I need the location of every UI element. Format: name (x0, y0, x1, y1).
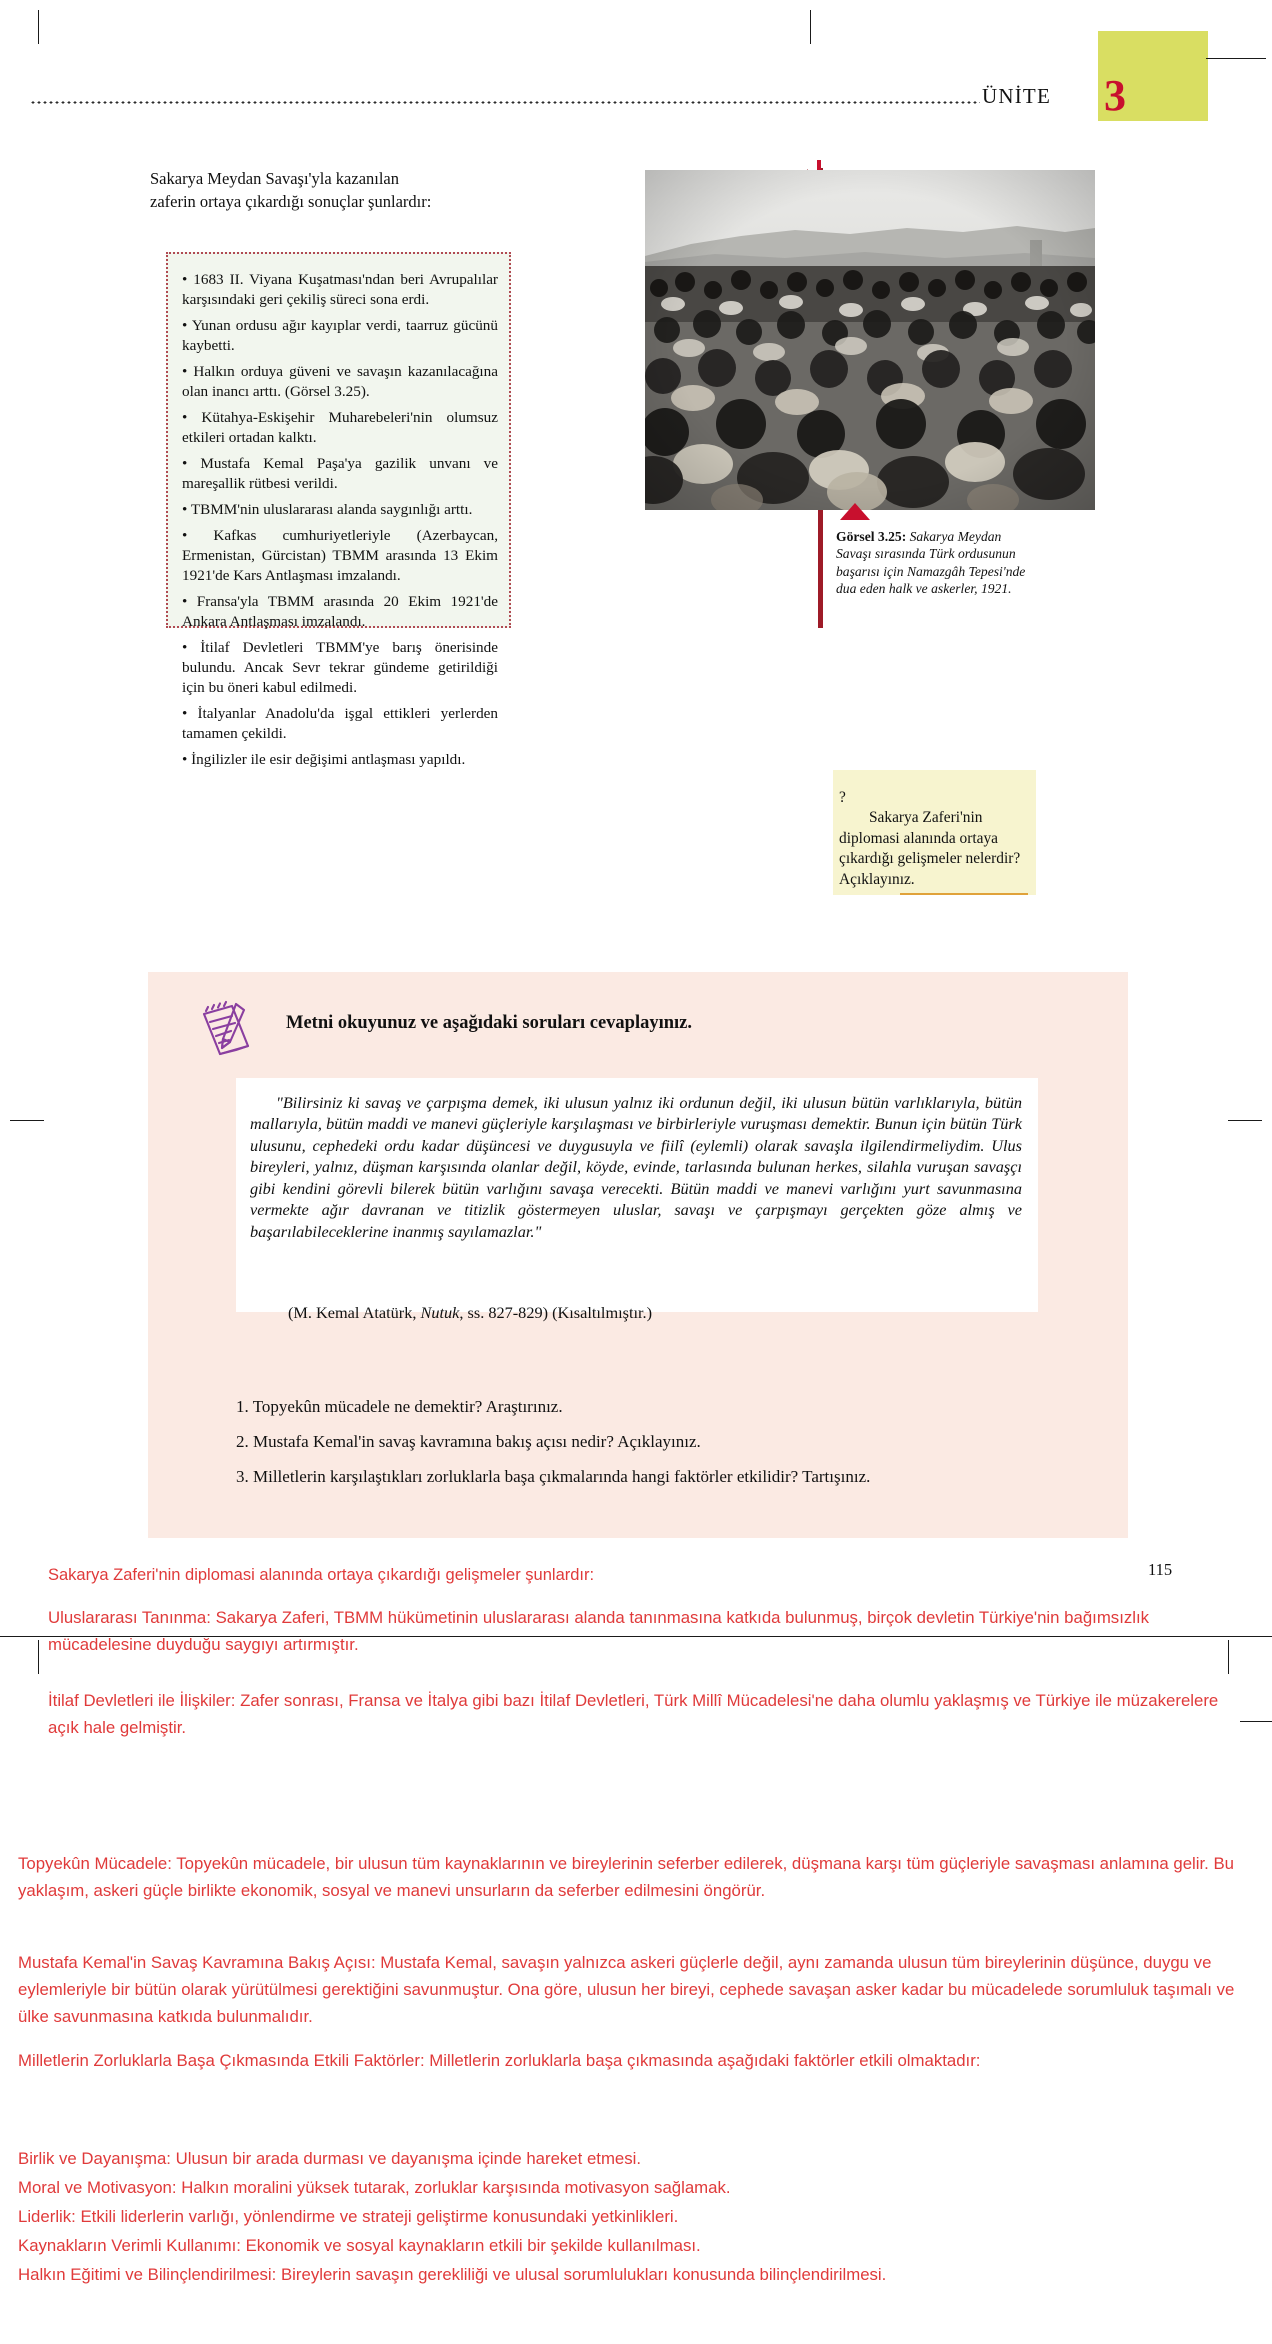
header-side-rule (1206, 58, 1266, 59)
annotation-factor-item: Kaynakların Verimli Kullanımı: Ekonomik ve sosyal kaynakların etkili bir şekilde kullanılması. (18, 2235, 701, 2255)
annotation-war-perspective: Mustafa Kemal'in Savaş Kavramına Bakış Açısı: Mustafa Kemal, savaşın yalnızca askeri güçlerle değil, aynı zamanda ulusun tüm bireylerinin düşünce, duygu ve eylemleriyle bir bütün olarak yürütülmesi gerektiğini savunmuştur. Ona göre, ulusun her bireyi, cephede savaşan asker kadar bu mücadelede sorumluluk taşımalı ve ülke savunmasına katkıda bulunmalıdır. (18, 1953, 1235, 2027)
quote-source-title: Nutuk (420, 1303, 460, 1322)
annotation-factor-item: Liderlik: Etkili liderlerin varlığı, yönlendirme ve strateji geliştirme konusundaki yetkinlikleri. (18, 2206, 679, 2226)
bullet-item: • İngilizler ile esir değişimi antlaşması yapıldı. (182, 750, 466, 768)
figure-caption (836, 528, 1031, 597)
crop-mark-bottom-left (38, 1640, 39, 1674)
activity-questions (236, 1395, 1036, 1500)
question-mark-icon: ? (839, 789, 846, 806)
quote-source (250, 1303, 1022, 1323)
annotation-total-struggle: Topyekûn Mücadele: Topyekûn mücadele, bir ulusun tüm kaynaklarının ve bireylerinin seferber edilerek, düşmana karşı tüm güçleriyle savaşması anlamına gelir. Bu yaklaşım, askeri güçle birlikte ekonomik, sosyal ve manevi unsurların da seferber edilmesini öngörür. (18, 1854, 1235, 1901)
crop-mark-top-left (38, 10, 39, 44)
bullet-item: • Fransa'yla TBMM arasında 20 Ekim 1921'de Ankara Antlaşması imzalandı. (182, 593, 498, 630)
bullet-item: • Kafkas cumhuriyetleriyle (Azerbaycan, Ermenistan, Gürcistan) TBMM arasında 13 Ekim 1921'de Kars Antlaşması imzalandı. (182, 527, 498, 584)
bullet-item: • Halkın orduya güveni ve savaşın kazanılacağına olan inancı arttı. (Görsel 3.25). (182, 363, 498, 400)
figure-label: Görsel 3.25: (836, 529, 907, 544)
annotation-factor-list (18, 2145, 1263, 2289)
photo-pointer-triangle (840, 503, 870, 520)
bullet-item: • İtalyanlar Anadolu'da işgal ettikleri yerlerden tamamen çekildi. (182, 704, 498, 742)
bullet-item: • 1683 II. Viyana Kuşatması'ndan beri Avrupalılar karşısındaki geri çekiliş süreci sona erdi. (182, 271, 498, 308)
annotation-heading: Sakarya Zaferi'nin diplomasi alanında ortaya çıkardığı gelişmeler şunlardır: (48, 1566, 595, 1584)
crop-mark-mid-right (1228, 1120, 1262, 1121)
annotation-international-recognition: Uluslararası Tanınma: Sakarya Zaferi, TBMM hükümetinin uluslararası alanda tanınmasına katkıda bulunmuş, birçok devletin Türkiye'nin bağımsızlık mücadelesine duyduğu saygıyı artırmıştır. (48, 1608, 1150, 1655)
results-bullet-list (172, 262, 508, 776)
page-number: 115 (1148, 1560, 1173, 1579)
activity-question-3: 3. Milletlerin karşılaştıkları zorluklarla başa çıkmalarında hangi faktörler etkilidir? Tartışınız. (236, 1467, 871, 1487)
activity-question-2: 2. Mustafa Kemal'in savaş kavramına bakış açısı nedir? Açıklayınız. (236, 1432, 701, 1452)
bullet-item: • TBMM'nin uluslararası alanda saygınlığı arttı. (182, 501, 473, 518)
historical-photograph (645, 170, 1095, 510)
question-callout-text (835, 788, 1031, 890)
intro-paragraph (150, 168, 450, 214)
annotation-factor-item: Halkın Eğitimi ve Bilinçlendirilmesi: Bireylerin savaşın gerekliliği ve ulusal sorumlulukları konusunda bilinçlendirilmesi. (18, 2264, 887, 2284)
quote-body: "Bilirsiniz ki savaş ve çarpışma demek, iki ulusun yalnız iki ordunun değil, iki ulusun bütün varlıklarıyla, bütün mallarıyla, bütün maddi ve manevi güçleriyle karşılaşması ve birbirleriyle vuruşması demektir. Bunun için bütün Türk ulusunu, cephedeki ordu kadar düşüncesi ve duygusuyla ve fiilî (eylemli) olarak savaşla ilgilendirmeliydim. Ulus bireyleri, yalnız, düşman karşısında olanlar değil, köyde, evinde, tarlasında bulunan herkes, silahla vuruşan savaşçı gibi kendini görevli bilerek bütün varlığını savaşa verecekti. Bütün maddi ve manevi varlığını yurt savunmasına vermekte ağır davranan ve titizlik göstermeyen uluslar, savaşı ve çarpışmayı gerçekten göze almış ve başarılabileceklerine inanmış sayılamazlar." (250, 1093, 1022, 1241)
question-callout-body: Sakarya Zaferi'nin diplomasi alanında ortaya çıkardığı gelişmeler nelerdir? Açıklayınız. (839, 809, 1021, 888)
bullet-item: • İtilaf Devletleri TBMM'ye barış önerisinde bulundu. Ancak Sevr tekrar gündeme getirildiği için bu öneri kabul edilmedi. (182, 639, 498, 696)
intro-line-1: Sakarya Meydan Savaşı'yla kazanılan (150, 169, 400, 188)
activity-title: Metni okuyunuz ve aşağıdaki soruları cevaplayınız. (286, 1013, 693, 1033)
notepad-pencil-icon (196, 998, 258, 1060)
question-callout-underline (900, 893, 1028, 895)
bullet-item: • Kütahya-Eskişehir Muharebeleri'nin olumsuz etkileri ortadan kalktı. (182, 409, 498, 446)
quote-source-suffix: , ss. 827-829) (Kısaltılmıştır.) (459, 1303, 653, 1322)
quote-text (250, 1092, 1022, 1242)
bullet-item: • Mustafa Kemal Paşa'ya gazilik unvanı ve mareşallik rütbesi verildi. (182, 455, 498, 492)
annotation-factors-intro: Milletlerin Zorluklarla Başa Çıkmasında Etkili Faktörler: Milletlerin zorluklarla başa çıkmasında aşağıdaki faktörler etkili olmaktadır: (18, 2051, 981, 2070)
activity-question-1: 1. Topyekûn mücadele ne demektir? Araştırınız. (236, 1397, 563, 1416)
annotation-factor-item: Moral ve Motivasyon: Halkın moralini yüksek tutarak, zorluklar karşısında motivasyon sağlamak. (18, 2177, 731, 2197)
crop-mark-mid-left (10, 1120, 44, 1121)
annotation-entente-relations: İtilaf Devletleri ile İlişkiler: Zafer sonrası, Fransa ve İtalya gibi bazı İtilaf Devletleri, Türk Millî Mücadelesi'ne daha olumlu yaklaşmış ve Türkiye ile müzakerelere açık hale gelmiştir. (48, 1691, 1219, 1738)
header-dotted-rule (30, 101, 980, 104)
annotation-factor-item: Birlik ve Dayanışma: Ulusun bir arada durması ve dayanışma içinde hareket etmesi. (18, 2149, 642, 2168)
quote-source-prefix: (M. Kemal Atatürk, (288, 1303, 421, 1322)
unit-number: 3 (1104, 71, 1126, 120)
crop-mark-top-right (810, 10, 811, 44)
figure-caption-text: Sakarya Meydan Savaşı sırasında Türk ordusunun başarısı için Namazgâh Tepesi'nde dua eden halk ve askerler, 1921. (836, 529, 1026, 596)
intro-line-2: zaferin ortaya çıkardığı sonuçlar şunlardır: (150, 191, 432, 211)
bullet-item: • Yunan ordusu ağır kayıplar verdi, taarruz gücünü kaybetti. (182, 317, 498, 354)
unit-label: ÜNİTE (982, 84, 1051, 108)
photo-svg (645, 170, 1095, 510)
